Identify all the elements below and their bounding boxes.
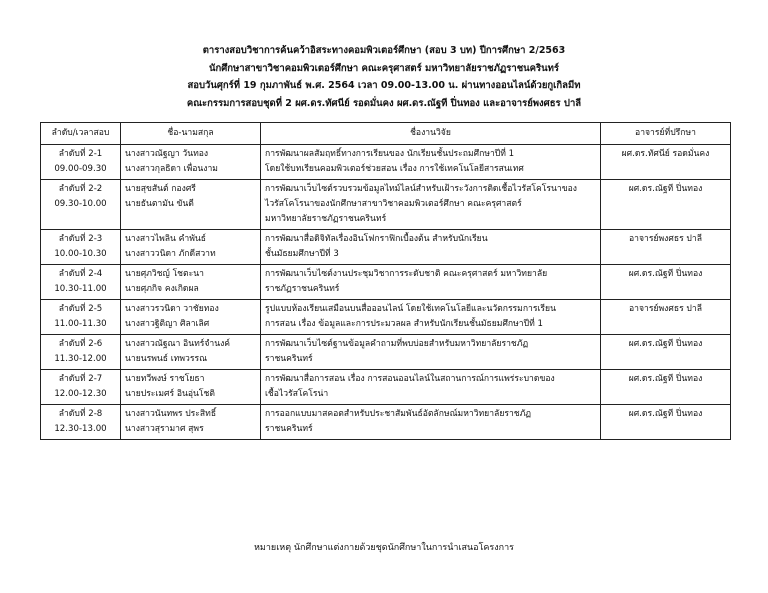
topic-cell-line: โดยใช้บทเรียนคอมพิวเตอร์ช่วยสอน เรื่อง การใช้เทคโนโลยีสารสนเทศ — [265, 164, 524, 174]
slot-cell — [41, 370, 121, 405]
names-cell — [121, 405, 261, 440]
names-cell — [121, 370, 261, 405]
exam-schedule-table — [40, 122, 731, 440]
topic-cell-line: ราชนครินทร์ — [265, 424, 313, 434]
advisor-cell — [601, 265, 731, 300]
names-cell — [121, 265, 261, 300]
names-cell-line: นางสาวกุลธิดา เพื่อนงาม — [125, 164, 218, 174]
topic-cell-line: การพัฒนาเว็บไซต์งานประชุมวิชาการระดับชาติ คณะครุศาสตร์ มหาวิทยาลัย — [265, 269, 548, 279]
names-cell — [121, 300, 261, 335]
topic-cell-line: ไวรัสโคโรนาของนักศึกษาสาขาวิชาคอมพิวเตอร์ศึกษา คณะครุศาสตร์ — [265, 199, 522, 209]
advisor-cell-text: อาจารย์พงศธร ปาลี — [629, 304, 702, 314]
slot-cell-line: 10.30-11.00 — [54, 284, 107, 294]
advisor-cell-text: ผศ.ดร.ณัฐที ปิ่นทอง — [628, 269, 703, 279]
slot-cell — [41, 145, 121, 180]
slot-cell-line: ลำดับที่ 2-1 — [58, 149, 103, 159]
topic-cell-line: ราชนครินทร์ — [265, 354, 313, 364]
names-cell-line: นางสาวไพลิน คำพันธ์ — [125, 234, 207, 244]
header-names: ชื่อ-นามสกุล — [121, 123, 261, 145]
header-slot: ลำดับ/เวลาสอบ — [41, 123, 121, 145]
slot-cell-line: ลำดับที่ 2-8 — [58, 409, 103, 419]
names-cell — [121, 230, 261, 265]
slot-cell-line: 11.30-12.00 — [54, 354, 107, 364]
slot-cell-line: 09.30-10.00 — [54, 199, 107, 209]
topic-cell — [261, 180, 601, 230]
topic-cell — [261, 145, 601, 180]
advisor-cell-text: ผศ.ดร.ณัฐที ปิ่นทอง — [628, 339, 703, 349]
topic-cell — [261, 300, 601, 335]
names-cell-line: นายสุขสันต์ กองศรี — [125, 184, 196, 194]
slot-cell-line: 09.00-09.30 — [54, 164, 107, 174]
advisor-cell-text: ผศ.ดร.ณัฐที ปิ่นทอง — [628, 184, 703, 194]
topic-cell — [261, 335, 601, 370]
names-cell-line: นายนรพนธ์ เทพวรรณ — [125, 354, 208, 364]
footnote: หมายเหตุ นักศึกษาแต่งกายด้วยชุดนักศึกษาในการนำเสนอโครงการ — [254, 543, 514, 553]
names-cell-line: นางสาวรวนิดา วาชัยทอง — [125, 304, 219, 314]
names-cell — [121, 145, 261, 180]
topic-cell-line: ชั้นมัธยมศึกษาปีที่ 3 — [265, 249, 339, 259]
slot-cell-line: 11.00-11.30 — [54, 319, 107, 329]
table-row — [41, 335, 731, 370]
table-header-row — [41, 123, 731, 145]
table-row — [41, 180, 731, 230]
slot-cell-line: ลำดับที่ 2-2 — [58, 184, 103, 194]
slot-cell-line: ลำดับที่ 2-5 — [58, 304, 103, 314]
advisor-cell-text: ผศ.ดร.ณัฐที ปิ่นทอง — [628, 374, 703, 384]
schedule-title: ตารางสอบวิชาการค้นคว้าอิสระทางคอมพิวเตอร์ศึกษา (สอบ 3 บท) ปีการศึกษา 2/2563 — [202, 45, 566, 56]
slot-cell — [41, 300, 121, 335]
slot-cell-line: ลำดับที่ 2-6 — [58, 339, 103, 349]
header-topic: ชื่องานวิจัย — [261, 123, 601, 145]
topic-cell-line: การออกแบบมาสคอตสำหรับประชาสัมพันธ์อัตลักษณ์มหาวิทยาลัยราชภัฏ — [265, 409, 532, 419]
topic-cell — [261, 370, 601, 405]
table-row — [41, 370, 731, 405]
table-row — [41, 265, 731, 300]
slot-cell-line: 12.30-13.00 — [54, 424, 107, 434]
names-cell-line: นางสาวนันทพร ประสิทธิ์ — [125, 409, 217, 419]
names-cell-line: นางสาวณัฐณา อินทร์จำนงค์ — [125, 339, 231, 349]
topic-cell-line: เชื้อไวรัสโคโรน่า — [265, 389, 329, 399]
topic-cell — [261, 265, 601, 300]
names-cell-line: นายประเมศร์ อินอุ่นโชติ — [125, 389, 215, 399]
topic-cell-line: มหาวิทยาลัยราชภัฏราชนครินทร์ — [265, 214, 387, 224]
topic-cell-line: การพัฒนาสื่อดิจิทัลเรื่องอินโฟกราฟิกเบื้องต้น สำหรับนักเรียน — [265, 234, 488, 244]
advisor-cell — [601, 230, 731, 265]
topic-cell — [261, 230, 601, 265]
advisor-cell-text: ผศ.ดร.ทัศนีย์ รอดมั่นคง — [621, 149, 710, 159]
topic-cell-line: การพัฒนาผลสัมฤทธิ์ทางการเรียนของ นักเรียนชั้นประถมศึกษาปีที่ 1 — [265, 149, 515, 159]
names-cell-line: นางสาวณัฐญา วันทอง — [125, 149, 209, 159]
advisor-cell-text: ผศ.ดร.ณัฐที ปิ่นทอง — [628, 409, 703, 419]
slot-cell — [41, 265, 121, 300]
names-cell — [121, 180, 261, 230]
advisor-cell — [601, 370, 731, 405]
slot-cell-line: 10.00-10.30 — [54, 249, 107, 259]
advisor-cell — [601, 335, 731, 370]
advisor-cell — [601, 300, 731, 335]
names-cell-line: นางสาวสุรามาศ สุพร — [125, 424, 204, 434]
names-cell-line: นายศุภกิจ คงเกิดผล — [125, 284, 199, 294]
topic-cell-line: ราชภัฏราชนครินทร์ — [265, 284, 340, 294]
names-cell-line: นายธันตามัน ขันตี — [125, 199, 194, 209]
slot-cell-line: ลำดับที่ 2-3 — [58, 234, 103, 244]
topic-cell-line: การสอน เรื่อง ข้อมูลและการประมวลผล สำหรับนักเรียนชั้นมัธยมศึกษาปีที่ 1 — [265, 319, 543, 329]
slot-cell — [41, 335, 121, 370]
slot-cell-line: 12.00-12.30 — [54, 389, 107, 399]
advisor-cell — [601, 405, 731, 440]
topic-cell-line: รูปแบบห้องเรียนเสมือนบนสื่อออนไลน์ โดยใช้เทคโนโลยีและนวัตกรรมการเรียน — [265, 304, 556, 314]
names-cell-line: นางสาวฐิติญา ศิลาเลิศ — [125, 319, 210, 329]
header-advisor: อาจารย์ที่ปรึกษา — [601, 123, 731, 145]
topic-cell-line: การพัฒนาสื่อการสอน เรื่อง การสอนออนไลน์ในสถานการณ์การแพร่ระบาดของ — [265, 374, 555, 384]
topic-cell-line: การพัฒนาเว็บไซต์รวบรวมข้อมูลไทม์ไลน์สำหรับเฝ้าระวังการติดเชื้อไวรัสโคโรนาของ — [265, 184, 577, 194]
slot-cell-line: ลำดับที่ 2-7 — [58, 374, 103, 384]
exam-date-line: สอบวันศุกร์ที่ 19 กุมภาพันธ์ พ.ศ. 2564 เวลา 09.00-13.00 น. ผ่านทางออนไลน์ด้วยกูเกิลมีท — [187, 80, 581, 91]
names-cell-line: นางสาววนิดา ภักดีสวาท — [125, 249, 216, 259]
names-cell — [121, 335, 261, 370]
names-cell-line: นายศุภวิชญ์ โชตะนา — [125, 269, 204, 279]
names-cell-line: นายทวีพงษ์ ราชโยธา — [125, 374, 205, 384]
program-line: นักศึกษาสาขาวิชาคอมพิวเตอร์ศึกษา คณะครุศาสตร์ มหาวิทยาลัยราชภัฏราชนครินทร์ — [209, 62, 559, 74]
slot-cell — [41, 230, 121, 265]
slot-cell-line: ลำดับที่ 2-4 — [58, 269, 103, 279]
slot-cell — [41, 405, 121, 440]
table-row — [41, 230, 731, 265]
advisor-cell — [601, 145, 731, 180]
topic-cell — [261, 405, 601, 440]
advisor-cell-text: อาจารย์พงศธร ปาลี — [629, 234, 702, 244]
table-row — [41, 145, 731, 180]
advisor-cell — [601, 180, 731, 230]
slot-cell — [41, 180, 121, 230]
table-row — [41, 300, 731, 335]
topic-cell-line: การพัฒนาเว็บไซต์ฐานข้อมูลคำถามที่พบบ่อยสำหรับมหาวิทยาลัยราชภัฏ — [265, 339, 529, 349]
table-row — [41, 405, 731, 440]
committee-line: คณะกรรมการสอบชุดที่ 2 ผศ.ดร.ทัศนีย์ รอดมั่นคง ผศ.ดร.ณัฐที ปิ่นทอง และอาจารย์พงศธร ปาลี — [186, 97, 582, 109]
document-header — [0, 42, 768, 112]
